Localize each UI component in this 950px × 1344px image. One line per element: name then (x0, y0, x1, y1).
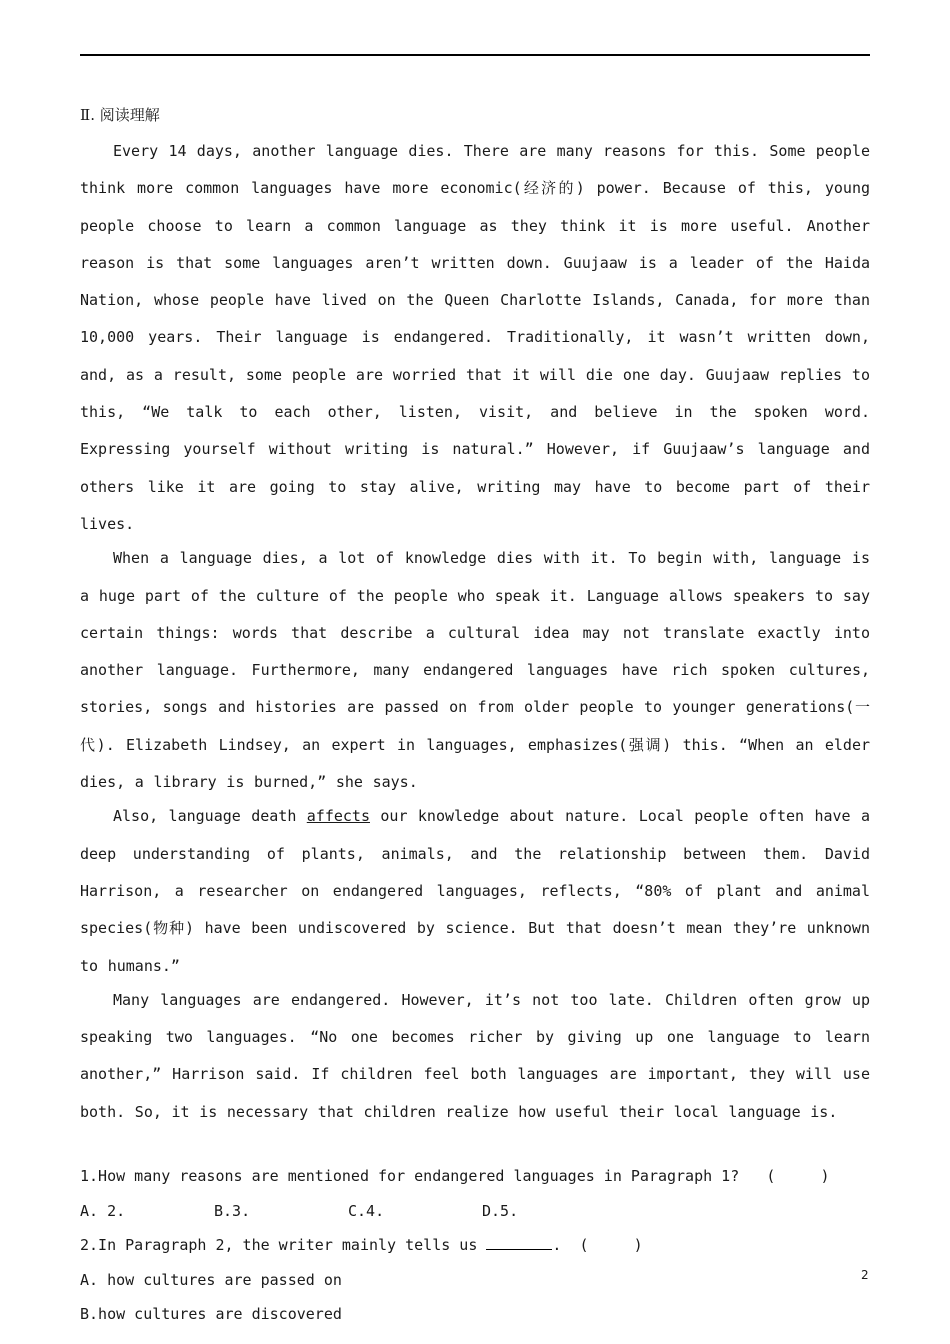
page-number: 2 (861, 1268, 869, 1282)
paragraph-3 (80, 798, 870, 984)
option-b: B.3. (214, 1201, 251, 1220)
paragraph-1: Every 14 days, another language dies. There are many reasons for this. Some people think more common languages have more economic(经济的) power. Because of this, young people choose to learn a common language as they think it is more useful. Another reason is that some languages aren’t written down. Guujaaw is a leader of the Haida Nation, whose people have lived on the Queen Charlotte Islands, Canada, for more than 10,000 years. Their language is endangered. Traditionally, it wasn’t written down, and, as a result, some people are worried that it will die one day. Guujaaw replies to this, “We talk to each other, listen, visit, and believe in the spoken word. Expressing yourself without writing is natural.” However, if Guujaaw’s language and others like it are going to stay alive, writing may have to become part of their lives. (80, 142, 870, 533)
answer-bracket: ( ) (766, 1167, 830, 1186)
document-body (80, 100, 870, 1332)
answer-bracket: ( ) (579, 1236, 643, 1255)
option-c: C.4. (348, 1201, 385, 1220)
question-2-option-a: A. how cultures are passed on (80, 1270, 342, 1289)
option-d: D.5. (482, 1201, 519, 1220)
paragraph-2: When a language dies, a lot of knowledge dies with it. To begin with, language is a huge part of the culture of the people who speak it. Language allows speakers to say certain things: words that describe a cultural idea may not translate exactly into another language. Furthermore, many endangered languages have rich spoken cultures, stories, songs and histories are passed on from older people to younger generations(一代). Elizabeth Lindsey, an expert in languages, emphasizes(强调) this. “When an elder dies, a library is burned,” she says. (80, 549, 870, 792)
question-1-stem: 1.How many reasons are mentioned for endangered languages in Paragraph 1? ( ) (80, 1167, 830, 1186)
question-1-options (80, 1194, 870, 1229)
paragraph-3-after: our knowledge about nature. Local people often have a deep understanding of plants, animals, and the relationship between them. David Harrison, a researcher on endangered languages, reflects, “80% of plant and animal species(物种) have been undiscovered by science. But that doesn’t mean they’re unknown to humans.” (80, 807, 870, 975)
question-2-option-b: B.how cultures are discovered (80, 1305, 342, 1324)
section-title: Ⅱ. 阅读理解 (80, 106, 160, 124)
question-2-stem: 2.In Paragraph 2, the writer mainly tells us . ( ) (80, 1236, 643, 1255)
underlined-word-affects: affects (306, 807, 370, 826)
option-a: A. 2. (80, 1201, 126, 1220)
answer-blank (486, 1235, 552, 1250)
questions-section (80, 1159, 870, 1332)
paragraph-3-before: Also, language death (113, 807, 307, 826)
header-rule (80, 54, 870, 56)
paragraph-4: Many languages are endangered. However, it’s not too late. Children often grow up speaking two languages. “No one becomes richer by giving up one language to learn another,” Harrison said. If children feel both languages are important, they will use both. So, it is necessary that children realize how useful their local language is. (80, 990, 870, 1121)
